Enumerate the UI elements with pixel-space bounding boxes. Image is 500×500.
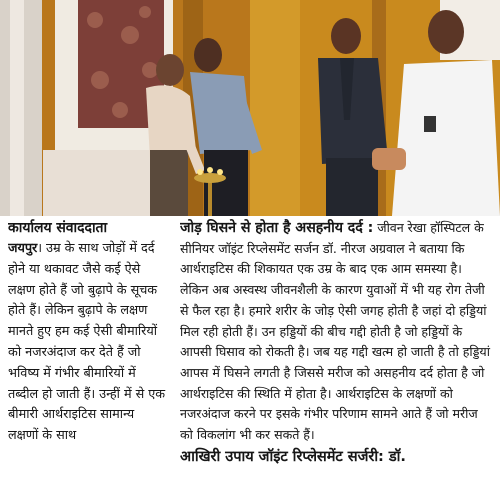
byline: कार्यालय संवाददाता <box>8 220 108 236</box>
body-text: जीवन रेखा हॉस्पिटल के सीनियर जॉइंट रिप्लेसमेंट सर्जन डॉ. नीरज अग्रवाल ने बताया कि आर्थराइटिस की शिकायत एक उम्र के बाद एक आम समस्या है। लेकिन अब अस्वस्थ जीवनशैली के कारण युवाओं में भी यह रोग तेजी से फैल रहा है। हमारे शरीर के जोड़ ऐसी जगह होती है जहां दो हड्डियां मिल रही होती हैं। उन हड्डियों की बीच गद्दी होती है जो हड्डियों के आपसी घिसाव को रोकती है। जब यह गद्दी खत्म हो जाती है तो हड्डियां आपस में घिसने लगती है जिससे मरीज को असहनीय दर्द होता है जो आर्थराइटिस की स्थिति में होता है। आर्थराइटिस के लक्षणों को नजरअंदाज करने पर इसके गंभीर परिणाम सामने आते हैं जो मरीज को विकलांग भी कर सकते हैं। <box>180 220 490 443</box>
article-left-column <box>8 218 166 500</box>
body-paragraph <box>180 218 494 446</box>
lamp-lighting-photo <box>0 0 500 216</box>
subheading: जोड़ घिसने से होता है असहनीय दर्द : <box>180 220 374 236</box>
event-photo <box>0 0 500 216</box>
subheading-2: आखिरी उपाय जॉइंट रिप्लेसमेंट सर्जरी: डॉ. <box>180 447 406 465</box>
article-right-column <box>180 218 494 500</box>
news-article <box>0 216 500 500</box>
dateline-city: जयपुर <box>8 241 38 256</box>
lead-paragraph <box>8 239 166 447</box>
lead-text: । उम्र के साथ जोड़ों में दर्द होने या थकावट जैसे कई ऐसे लक्षण होते हैं जो बुढ़ापे के सूचक होते हैं। लेकिन बुढ़ापे के लक्षण मानते हुए हम कई ऐसी बीमारियों को नजरअंदाज कर देते हैं जो भविष्य में गंभीर बीमारियों में तब्दील हो जाती हैं। उन्हीं में से एक बीमारी आर्थराइटिस सामान्य लक्षणों के साथ <box>8 241 165 444</box>
